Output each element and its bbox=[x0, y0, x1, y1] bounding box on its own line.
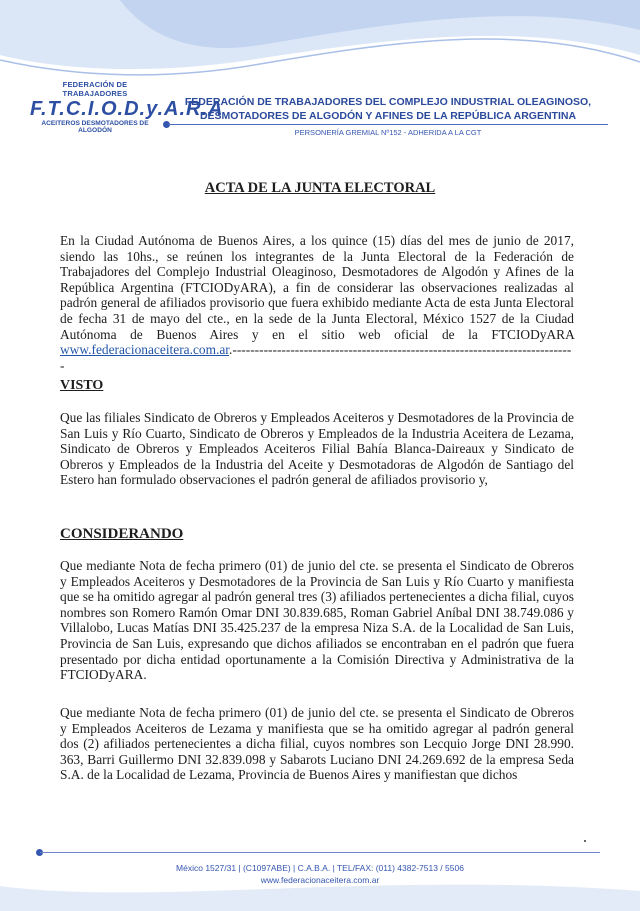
footer bbox=[0, 862, 640, 886]
intro-paragraph bbox=[60, 233, 574, 373]
document-title: ACTA DE LA JUNTA ELECTORAL bbox=[204, 180, 436, 196]
logo-acronym: F.T.C.I.O.D.y.A.R.A bbox=[30, 98, 224, 120]
federation-name-line1: FEDERACIÓN DE TRABAJADORES DEL COMPLEJO INDUSTRIAL OLEAGINOSO, bbox=[184, 96, 592, 108]
logo-bottom-text: ACEITEROS DESMOTADORES DE ALGODÓN bbox=[41, 120, 149, 134]
scan-speck bbox=[584, 840, 586, 842]
visto-heading: VISTO bbox=[60, 378, 104, 393]
footer-website[interactable]: www.federacionaceitera.com.ar bbox=[260, 875, 380, 885]
federation-logo bbox=[30, 80, 224, 134]
footer-divider bbox=[40, 852, 600, 853]
visto-paragraph: Que las filiales Sindicato de Obreros y Empleados Aceiteros y Desmotadores de la Provincia de San Luis y Río Cuarto, Sindicato de Obreros y Empleados de la Industria Aceitera de Lezama, Sindicato de Obreros y Empleados Aceiteros Filial Bahía Blanca-Daireaux y Sindicato de Obreros y Empleados de la Industria del Aceite y Desmotadoras de Algodón de Santiago del Estero han formulado observaciones el padrón general de afiliados provisorio y, bbox=[60, 410, 574, 488]
intro-text: En la Ciudad Autónoma de Buenos Aires, a los quince (15) días del mes de junio de 2017, siendo las 10hs., se reúnen los integrantes de la Junta Electoral de la Federación de Trabajadores del Complejo Industrial Oleaginoso, Desmotadores de Algodón y Afines de la República Argentina (FTCIODyARA), a fin de considerar las observaciones realizadas al padrón general de afiliados provisorio que fuera exhibido mediante Acta de esta Junta Electoral de fecha 31 de mayo del cte., en la sede de la Junta Electoral, México 1527 de la Ciudad Autónoma de Buenos Aires y en el sitio web oficial de la FTCIODyARA bbox=[60, 233, 574, 342]
website-link[interactable]: www.federacionaceitera.com.ar bbox=[60, 342, 230, 358]
intro-dashes: .----------------------------------------------------------------------------- bbox=[60, 342, 572, 373]
considerando-paragraph-2: Que mediante Nota de fecha primero (01) de junio del cte. se presenta el Sindicato de Obreros y Empleados Aceiteros de Lezama y manifiesta que se ha omitido agregar al padrón general dos (2) afiliados pertenecientes a dicha filial, cuyos nombres son Lecquio Jorge DNI 28.990. 363, Barri Guillermo DNI 32.839.098 y Sabarots Luciano DNI 24.269.692 de la empresa Seda S.A. de la Localidad de Lezama, Provincia de Buenos Aires y manifiestan que dichos bbox=[60, 705, 574, 783]
logo-top-text: FEDERACIÓN DE TRABAJADORES bbox=[62, 80, 128, 98]
federation-name-line2: DESMOTADORES DE ALGODÓN Y AFINES DE LA REPÚBLICA ARGENTINA bbox=[199, 110, 577, 122]
header-divider bbox=[168, 124, 608, 125]
footer-address: México 1527/31 | (C1097ABE) | C.A.B.A. | TEL/FAX: (011) 4382-7513 / 5506 bbox=[176, 863, 464, 873]
considerando-heading: CONSIDERANDO bbox=[60, 526, 184, 542]
personeria-text: PERSONERÍA GREMIAL Nº152 - ADHERIDA A LA CGT bbox=[294, 128, 482, 137]
considerando-paragraph-1: Que mediante Nota de fecha primero (01) de junio del cte. se presenta el Sindicato de Obreros y Empleados Aceiteros y Desmotadores de la Provincia de San Luis y Río Cuarto y manifiesta que se ha omitido agregar al padrón general tres (3) afiliados pertenecientes a dicha filial, cuyos nombres son Romero Ramón Omar DNI 30.839.685, Roman Gabriel Aníbal DNI 38.749.086 y Villalobo, Lucas Matías DNI 35.425.237 de la empresa Niza S.A. de la Localidad de San Luis, Provincia de San Luis, expresando que dichos afiliados se encontraban en el padrón que fuera presentado por dicha entidad oportunamente a la Comisión Directiva y Administrativa de la FTCIODyARA. bbox=[60, 558, 574, 683]
federation-name bbox=[178, 95, 598, 123]
